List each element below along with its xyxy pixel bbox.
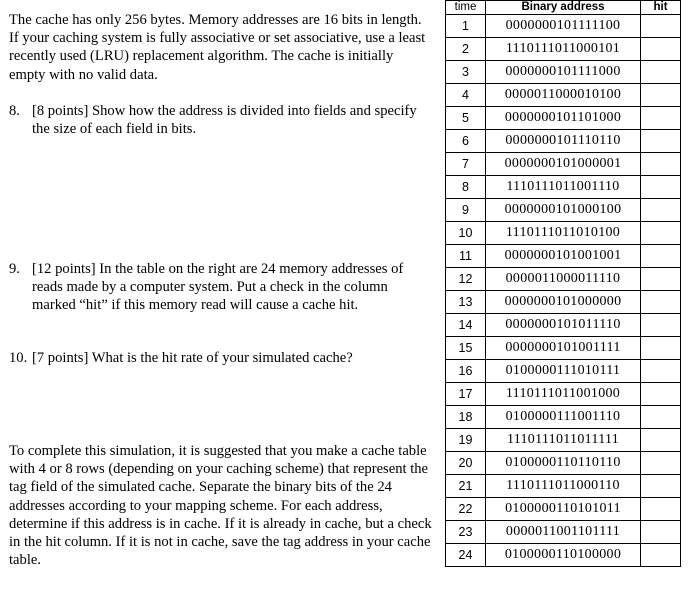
header-binary-address: Binary address [486,1,641,15]
time-cell: 19 [446,429,486,452]
question-text: [12 points] In the table on the right are 24 memory addresses of reads made by a computer system. Put a check in the column marked “hit” if this memory read will cause a cache hit. [32,261,404,314]
hit-cell[interactable] [641,107,681,130]
header-time: time [446,1,486,15]
table-row [446,291,681,314]
hit-cell[interactable] [641,84,681,107]
table-row [446,61,681,84]
hit-cell[interactable] [641,429,681,452]
table-row [446,245,681,268]
question-10 [9,349,429,367]
intro-paragraph: The cache has only 256 bytes. Memory addresses are 16 bits in length. If your caching system is fully associative or set associative, use a least recently used (LRU) replacement algorithm. The cache is initially empty with no valid data. [9,12,426,83]
time-cell: 14 [446,314,486,337]
binary-address-cell: 0000000101111100 [486,15,641,38]
time-cell: 16 [446,360,486,383]
hit-cell[interactable] [641,314,681,337]
hit-cell[interactable] [641,498,681,521]
hit-cell[interactable] [641,544,681,567]
binary-address-cell: 0000011001101111 [486,521,641,544]
hit-cell[interactable] [641,475,681,498]
table-header-row [446,1,681,15]
time-cell: 7 [446,153,486,176]
time-cell: 5 [446,107,486,130]
table-row [446,15,681,38]
table-row [446,84,681,107]
binary-address-cell: 0000011000010100 [486,84,641,107]
binary-address-cell: 0000000101011110 [486,314,641,337]
hit-cell[interactable] [641,360,681,383]
time-cell: 24 [446,544,486,567]
hit-cell[interactable] [641,291,681,314]
time-cell: 2 [446,38,486,61]
binary-address-cell: 0000000101111000 [486,61,641,84]
binary-address-cell: 0000000101001001 [486,245,641,268]
table-row [446,406,681,429]
binary-address-cell: 0000000101101000 [486,107,641,130]
binary-address-cell: 1110111011000110 [486,475,641,498]
time-cell: 6 [446,130,486,153]
time-cell: 12 [446,268,486,291]
time-cell: 1 [446,15,486,38]
time-cell: 4 [446,84,486,107]
time-cell: 15 [446,337,486,360]
binary-address-cell: 0000000101110110 [486,130,641,153]
table-row [446,452,681,475]
binary-address-cell: 0000011000011110 [486,268,641,291]
hit-cell[interactable] [641,176,681,199]
table-row [446,199,681,222]
table-row [446,475,681,498]
binary-address-cell: 0100000110100000 [486,544,641,567]
hit-cell[interactable] [641,406,681,429]
hit-cell[interactable] [641,268,681,291]
table-row [446,130,681,153]
table-row [446,314,681,337]
time-cell: 13 [446,291,486,314]
header-hit: hit [641,1,681,15]
time-cell: 18 [446,406,486,429]
time-cell: 17 [446,383,486,406]
hit-cell[interactable] [641,337,681,360]
hit-cell[interactable] [641,38,681,61]
question-8 [9,102,429,138]
instructions-paragraph: To complete this simulation, it is suggested that you make a cache table with 4 or 8 rows (depending on your caching scheme) that represent the tag field of the simulated cache. Separate the binary bits of the 24 addresses according to your mapping scheme. For each address, determine if this address is in cache. If it is already in cache, but a check in the hit column. If it is not in cache, save the tag address in your cache table. [9,443,432,569]
hit-cell[interactable] [641,15,681,38]
table-row [446,153,681,176]
binary-address-cell: 0000000101000001 [486,153,641,176]
table-row [446,337,681,360]
binary-address-cell: 0100000110110110 [486,452,641,475]
table-row [446,222,681,245]
table-row [446,38,681,61]
binary-address-cell: 0100000111001110 [486,406,641,429]
binary-address-cell: 1110111011000101 [486,38,641,61]
hit-cell[interactable] [641,61,681,84]
question-number: 8. [9,103,20,119]
question-9 [9,260,429,315]
binary-address-cell: 1110111011001000 [486,383,641,406]
hit-cell[interactable] [641,245,681,268]
time-cell: 22 [446,498,486,521]
table-row [446,544,681,567]
table-row [446,107,681,130]
table-row [446,498,681,521]
question-text: [7 points] What is the hit rate of your simulated cache? [32,350,353,366]
table-row [446,521,681,544]
hit-cell[interactable] [641,130,681,153]
address-table [445,0,681,567]
hit-cell[interactable] [641,452,681,475]
time-cell: 8 [446,176,486,199]
hit-cell[interactable] [641,153,681,176]
binary-address-cell: 1110111011010100 [486,222,641,245]
table-row [446,268,681,291]
binary-address-cell: 0100000110101011 [486,498,641,521]
time-cell: 9 [446,199,486,222]
time-cell: 21 [446,475,486,498]
binary-address-cell: 0100000111010111 [486,360,641,383]
table-row [446,360,681,383]
binary-address-cell: 1110111011001110 [486,176,641,199]
time-cell: 20 [446,452,486,475]
question-text: [8 points] Show how the address is divided into fields and specify the size of each field in bits. [32,103,417,138]
question-number: 10. [9,350,28,366]
table-row [446,383,681,406]
time-cell: 3 [446,61,486,84]
time-cell: 23 [446,521,486,544]
table-body [446,15,681,567]
question-number: 9. [9,261,20,277]
hit-cell[interactable] [641,222,681,245]
binary-address-cell: 1110111011011111 [486,429,641,452]
hit-cell[interactable] [641,383,681,406]
hit-cell[interactable] [641,199,681,222]
time-cell: 11 [446,245,486,268]
binary-address-cell: 0000000101000100 [486,199,641,222]
table-row [446,429,681,452]
binary-address-cell: 0000000101000000 [486,291,641,314]
table-row [446,176,681,199]
binary-address-cell: 0000000101001111 [486,337,641,360]
hit-cell[interactable] [641,521,681,544]
time-cell: 10 [446,222,486,245]
